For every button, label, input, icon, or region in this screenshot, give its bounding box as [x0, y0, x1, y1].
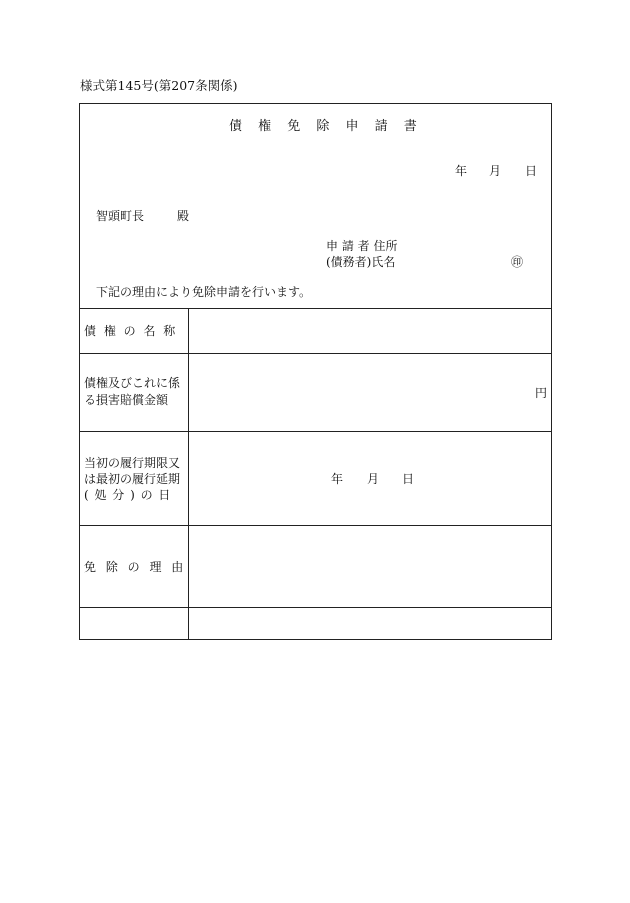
seal-mark: ㊞: [511, 255, 524, 269]
deadline-day: 日: [402, 472, 415, 486]
form-number: 様式第145号(第207条関係): [80, 78, 238, 93]
applicant-address-label: 申 請 者 住所: [326, 239, 398, 253]
applicant-name-label: (債務者)氏名: [326, 255, 396, 269]
deadline-month: 月: [367, 472, 380, 486]
claim-amount-label-line1: 債権及びこれに係: [84, 376, 181, 390]
form-title: 債 権 免 除 申 請 書: [229, 119, 423, 134]
deadline-year: 年: [331, 472, 344, 486]
row-divider: [79, 431, 552, 432]
deadline-label-line3: ( 処 分 ) の 日: [84, 488, 172, 502]
row-divider: [79, 308, 552, 309]
claim-name-label: 債 権 の 名 称: [84, 324, 178, 338]
date-day: 日: [525, 164, 538, 178]
yen-unit: 円: [535, 386, 548, 400]
statement: 下記の理由により免除申請を行います。: [96, 285, 312, 299]
claim-amount-label-line2: る損害賠償金額: [84, 393, 169, 407]
addressee-name: 智頭町長: [96, 209, 145, 223]
date-year: 年: [455, 164, 468, 178]
column-divider: [188, 308, 189, 640]
row-divider: [79, 525, 552, 526]
addressee-honorific: 殿: [177, 209, 190, 223]
deadline-label-line2: は最初の履行延期: [84, 472, 181, 486]
reason-label: 免 除 の 理 由: [84, 560, 187, 574]
row-divider: [79, 353, 552, 354]
deadline-label-line1: 当初の履行期限又: [84, 456, 181, 470]
row-divider: [79, 607, 552, 608]
date-month: 月: [489, 164, 502, 178]
